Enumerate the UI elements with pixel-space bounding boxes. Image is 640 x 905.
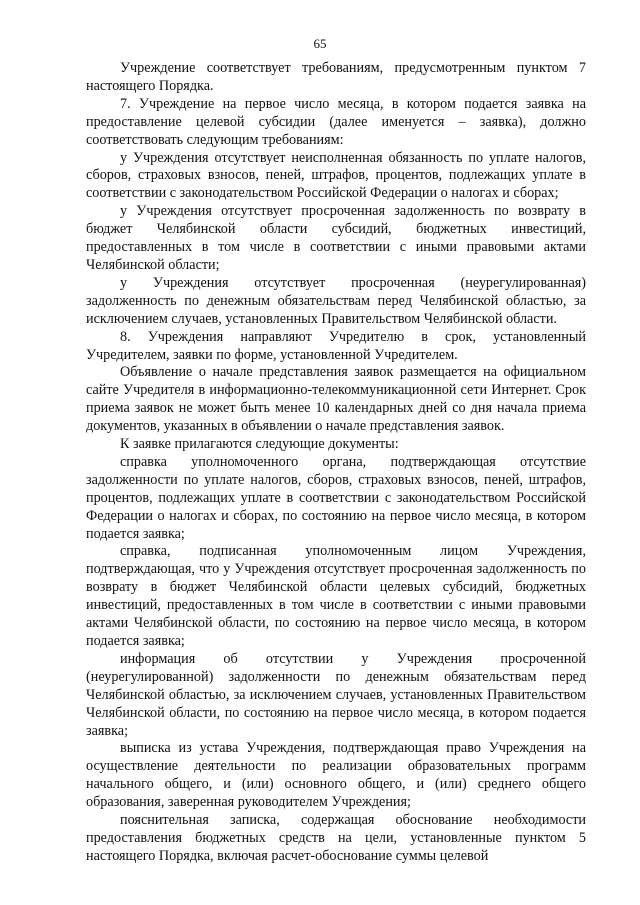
document-body <box>86 60 586 866</box>
page-number: 65 <box>313 36 327 51</box>
paragraph-tax-certificate: справка уполномоченного органа, подтверждающая отсутствие задолженности по уплате налогов, сборов, страховых взносов, пеней, штрафов, процентов, подлежащих уплате в соответствии с законодательством Российской Федерации о налогах и сборах, по состоянию на первое число месяца, в котором подается заявка; <box>86 453 586 542</box>
paragraph-attached-documents: К заявке прилагаются следующие документы: <box>120 436 399 453</box>
paragraph-requirements-reference: Учреждение соответствует требованиям, предусмотренным пунктом 7 настоящего Порядка. <box>86 60 586 94</box>
paragraph-explanatory-note: пояснительная записка, содержащая обоснование необходимости предоставления бюджетных средств на цели, установленные пунктом 5 настоящего Порядка, включая расчет-обоснование суммы целевой <box>86 812 586 864</box>
paragraph-no-obligation-debt: у Учреждения отсутствует просроченная (неурегулированная) задолженность по денежным обязательствам перед Челябинской областью, за исключением случаев, установленных Правительством Челябинской области. <box>86 274 586 327</box>
paragraph-item-8: 8. Учреждения направляют Учредителю в срок, установленный Учредителем, заявки по форме, установленной Учредителем. <box>86 328 586 363</box>
paragraph-debt-information: информация об отсутствии у Учреждения просроченной (неурегулированной) задолженности по денежным обязательствам перед Челябинской областью, за исключением случаев, установленных Правительством Челябинской области, по состоянию на первое число месяца, в котором подается заявка; <box>86 650 586 739</box>
paragraph-announcement: Объявление о начале представления заявок размещается на официальном сайте Учредителя в информационно-телекоммуникационной сети Интернет. Срок приема заявок не может быть менее 10 календарных дней со дня начала приема документов, указанных в объявлении о начале представления заявок. <box>86 364 586 435</box>
paragraph-no-subsidy-debt: у Учреждения отсутствует просроченная задолженность по возврату в бюджет Челябинской области субсидий, бюджетных инвестиций, предоставленных в том числе в соответствии с иными правовыми актами Челябинской области; <box>86 203 586 273</box>
paragraph-no-tax-debt: у Учреждения отсутствует неисполненная обязанность по уплате налогов, сборов, страховых взносов, пеней, штрафов, процентов, подлежащих уплате в соответствии с законодательством Российской Федерации о налогах и сборах; <box>86 149 586 202</box>
paragraph-signed-certificate: справка, подписанная уполномоченным лицом Учреждения, подтверждающая, что у Учреждения отсутствует просроченная задолженность по возврату в бюджет Челябинской области целевых субсидий, бюджетных инвестиций, предоставленных в том числе в соответствии с иными правовыми актами Челябинской области, по состоянию на первое число месяца, в котором подается заявка; <box>86 543 586 649</box>
paragraph-charter-extract: выписка из устава Учреждения, подтверждающая право Учреждения на осуществление деятельности по реализации образовательных программ начального общего, и (или) основного общего, и (или) среднего общего образования, заверенная руководителем Учреждения; <box>86 740 586 811</box>
paragraph-item-7: 7. Учреждение на первое число месяца, в котором подается заявка на предоставление целевой субсидии (далее именуется – заявка), должно соответствовать следующим требованиям: <box>86 95 586 148</box>
